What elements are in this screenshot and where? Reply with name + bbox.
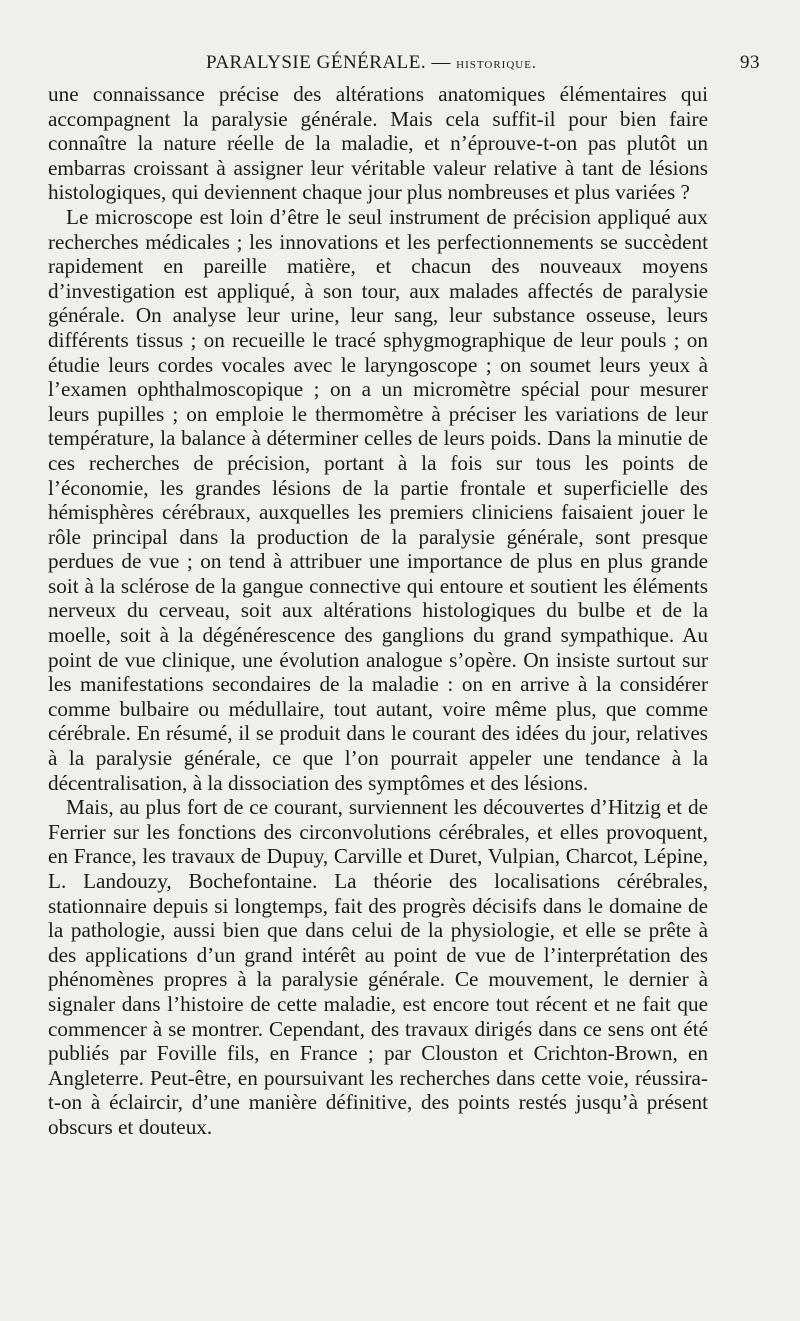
running-title-main: PARALYSIE GÉNÉRALE. — [206, 52, 457, 73]
paragraph-microscope: Le microscope est loin d’être le seul instrument de précision appliqué aux recherches médicales ; les innovations et les perfectionnements se succèdent rapidement en pareille matière, et chacun des nouveaux moyens d’investigation est appliqué, à son tour, aux malades affectés de paralysie générale. On analyse leur urine, leur sang, leur substance osseuse, leurs différents tissus ; on recueille le tracé sphygmographique de leur pouls ; on étudie leurs cordes vocales avec le laryngoscope ; on soumet leurs yeux à l’examen ophthalmoscopique ; on a un micromètre spécial pour mesurer leurs pupilles ; on emploie le thermomètre à préciser les variations de leur température, la balance à déterminer celles de leurs poids. Dans la minutie de ces recherches de précision, portant à la fois sur tous les points de l’économie, les grandes lésions de la partie frontale et superficielle des hémisphères cérébraux, auxquelles les premiers cliniciens faisaient jouer le rôle principal dans la production de la paralysie générale, sont presque perdues de vue ; on tend à attribuer une importance de plus en plus grande soit à la sclérose de la gangue connective qui entoure et soutient les éléments nerveux du cerveau, soit aux altérations histologiques du bulbe et de la moelle, soit à la dégénérescence des ganglions du grand sympathique. Au point de vue clinique, une évolution analogue s’opère. On insiste surtout sur les manifestations secondaires de la maladie : on en arrive à la considérer comme bulbaire ou médullaire, tout autant, voire même plus, que comme cérébrale. En résumé, il se produit dans le courant des idées du jour, relatives à la paralysie générale, ce que l’on pourrait appeler une tendance à la décentralisation, à la dissociation des symptômes et des lésions. [48, 204, 708, 795]
running-head [48, 48, 760, 82]
running-title-section: historique. [456, 55, 537, 72]
paragraph-localisations: Mais, au plus fort de ce courant, surviennent les découvertes d’Hitzig et de Ferrier sur les fonctions des circonvolutions cérébrales, et elles provoquent, en France, les travaux de Dupuy, Carville et Duret, Vulpian, Charcot, Lépine, L. Landouzy, Bochefontaine. La théorie des localisations cérébrales, stationnaire depuis si longtemps, fait des progrès décisifs dans le domaine de la pathologie, aussi bien que dans celui de la physiologie, et elle se prête à des applications d’un grand intérêt au point de vue de l’interprétation des phénomènes propres à la paralysie générale. Ce mouvement, le dernier à signaler dans l’histoire de cette maladie, est encore tout récent et ne fait que commencer à se montrer. Cependant, des travaux dirigés dans ce sens ont été publiés par Foville fils, en France ; par Clouston et Crichton-Brown, en Angleterre. Peut-être, en poursuivant les recherches dans cette voie, réussira-t-on à éclaircir, d’une manière définitive, des points restés jusqu’à présent obscurs et douteux. [48, 795, 708, 1139]
page-number: 93 [740, 52, 760, 73]
body-text [48, 82, 708, 1140]
paragraph-continuation: une connaissance précise des altérations anatomiques élémentaires qui accompagnent la paralysie générale. Mais cela suffit-il pour bien faire connaître la nature réelle de la maladie, et n’éprouve-t-on pas plutôt un embarras croissant à assigner leur véritable valeur relative à tant de lésions histologiques, qui deviennent chaque jour plus nombreuses et plus variées ? [48, 82, 708, 205]
running-title [206, 52, 537, 74]
